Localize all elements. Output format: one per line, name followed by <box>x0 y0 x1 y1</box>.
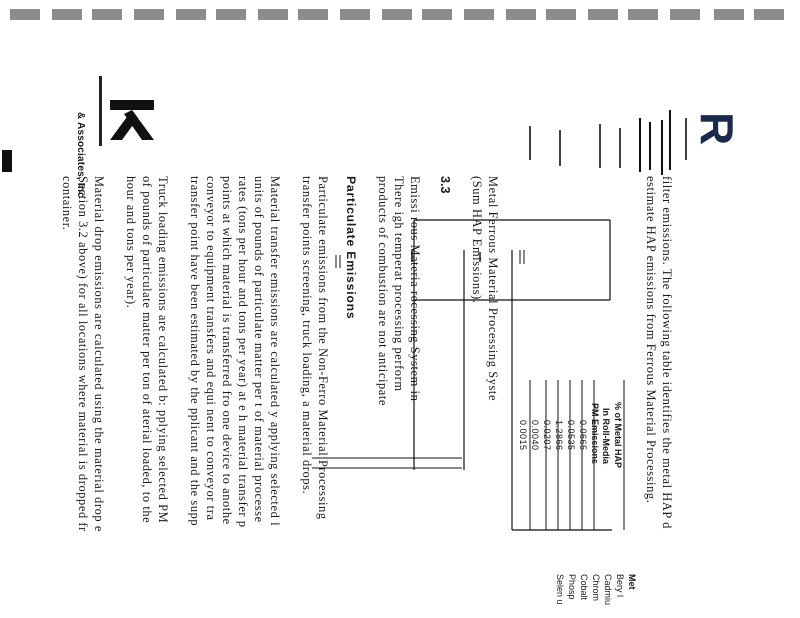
transfer-para-line-3: rates (tons per hour and tons per year) at e h material transfer p <box>236 176 250 528</box>
table-metal-cell: Chrom <box>591 574 601 602</box>
section-letter-r: R <box>691 112 743 146</box>
transfer-para-line-5: conveyor to equipment transfers and equi nent to conveyor tra <box>204 176 218 521</box>
truck-para-line-1: Truck loading emissions are calculated b: pplying selected PM <box>156 176 170 524</box>
table-value-cell: 0.0015 <box>518 420 528 451</box>
part-para-line-2: transfer points screening, truck loading, a material drops. <box>300 176 314 495</box>
table-metal-cell: Cobalt <box>579 574 589 601</box>
truck-para-line-2: of pounds of particulate matter per ton of aterial loaded, to the <box>140 176 154 524</box>
table-value-cell: 1.2866 <box>554 420 564 451</box>
section-3-3-number: 3.3 <box>438 176 452 194</box>
part-para-line-1: Particulate emissions from the Non-Ferro Material Processing <box>316 176 330 520</box>
table-metal-cell: Cadmiu <box>603 574 613 606</box>
table-pct-header-3: PM Emissions <box>590 403 600 465</box>
transfer-para-line-6: transfer point have been estimated by the pplicant and the supp <box>188 176 202 527</box>
truck-para-line-3: hour and tons per year). <box>124 176 138 309</box>
table-value-cell: 0.0535 <box>566 420 576 451</box>
drop-para-line-3: container. <box>60 176 74 231</box>
table-metal-cell: Bery l <box>615 574 625 598</box>
drop-para-line-2: Section 3.2 above) for all locations where material is dropped fr <box>76 176 90 532</box>
transfer-para-line-4: points at which material is transferred fro one device to anothe <box>220 176 234 525</box>
table-value-cell: 0.0207 <box>542 420 552 451</box>
company-logo-subtitle: & Associates, Inc <box>75 112 86 198</box>
intro-line-2b: estimate HAP emissions from Ferrous Material Processing. <box>644 176 658 504</box>
emiss-para-line-3: products of combustion are not anticipate <box>376 176 390 407</box>
emiss-para-line-1: Emissi rous Materia rocessing System in <box>408 176 422 402</box>
table-pct-header-1: % of Metal HAP <box>613 402 623 469</box>
table-pct-header-2: In Roll-Media <box>601 408 611 464</box>
heading-particulate-emissions: Particulate Emissions <box>344 176 358 320</box>
intro-line-1b: filter emissions. The following table identifies the metal HAP d <box>660 176 674 529</box>
table-metal-cell: Phosp <box>567 574 577 600</box>
metal-para-line-1: Metal Ferrous Material Processing Syste <box>486 176 500 402</box>
metal-para-line-2: (Sum HAP Emissions). <box>470 176 484 304</box>
drop-para-line-1: Material drop emissions are calculated using the material drop e <box>92 176 106 532</box>
transfer-para-line-1: Material transfer emissions are calculated y applying selected l <box>268 176 282 527</box>
table-value-cell: 0.0665 <box>578 420 588 451</box>
table-metal-cell: Selen u <box>555 574 565 605</box>
table-value-cell: 0.0040 <box>530 420 540 451</box>
table-col-metal-header: Met <box>627 574 637 590</box>
emiss-para-line-2: There igh temperat processing perform <box>392 176 406 392</box>
transfer-para-line-2: units of pounds of particulate matter per t of material processe <box>252 176 266 523</box>
